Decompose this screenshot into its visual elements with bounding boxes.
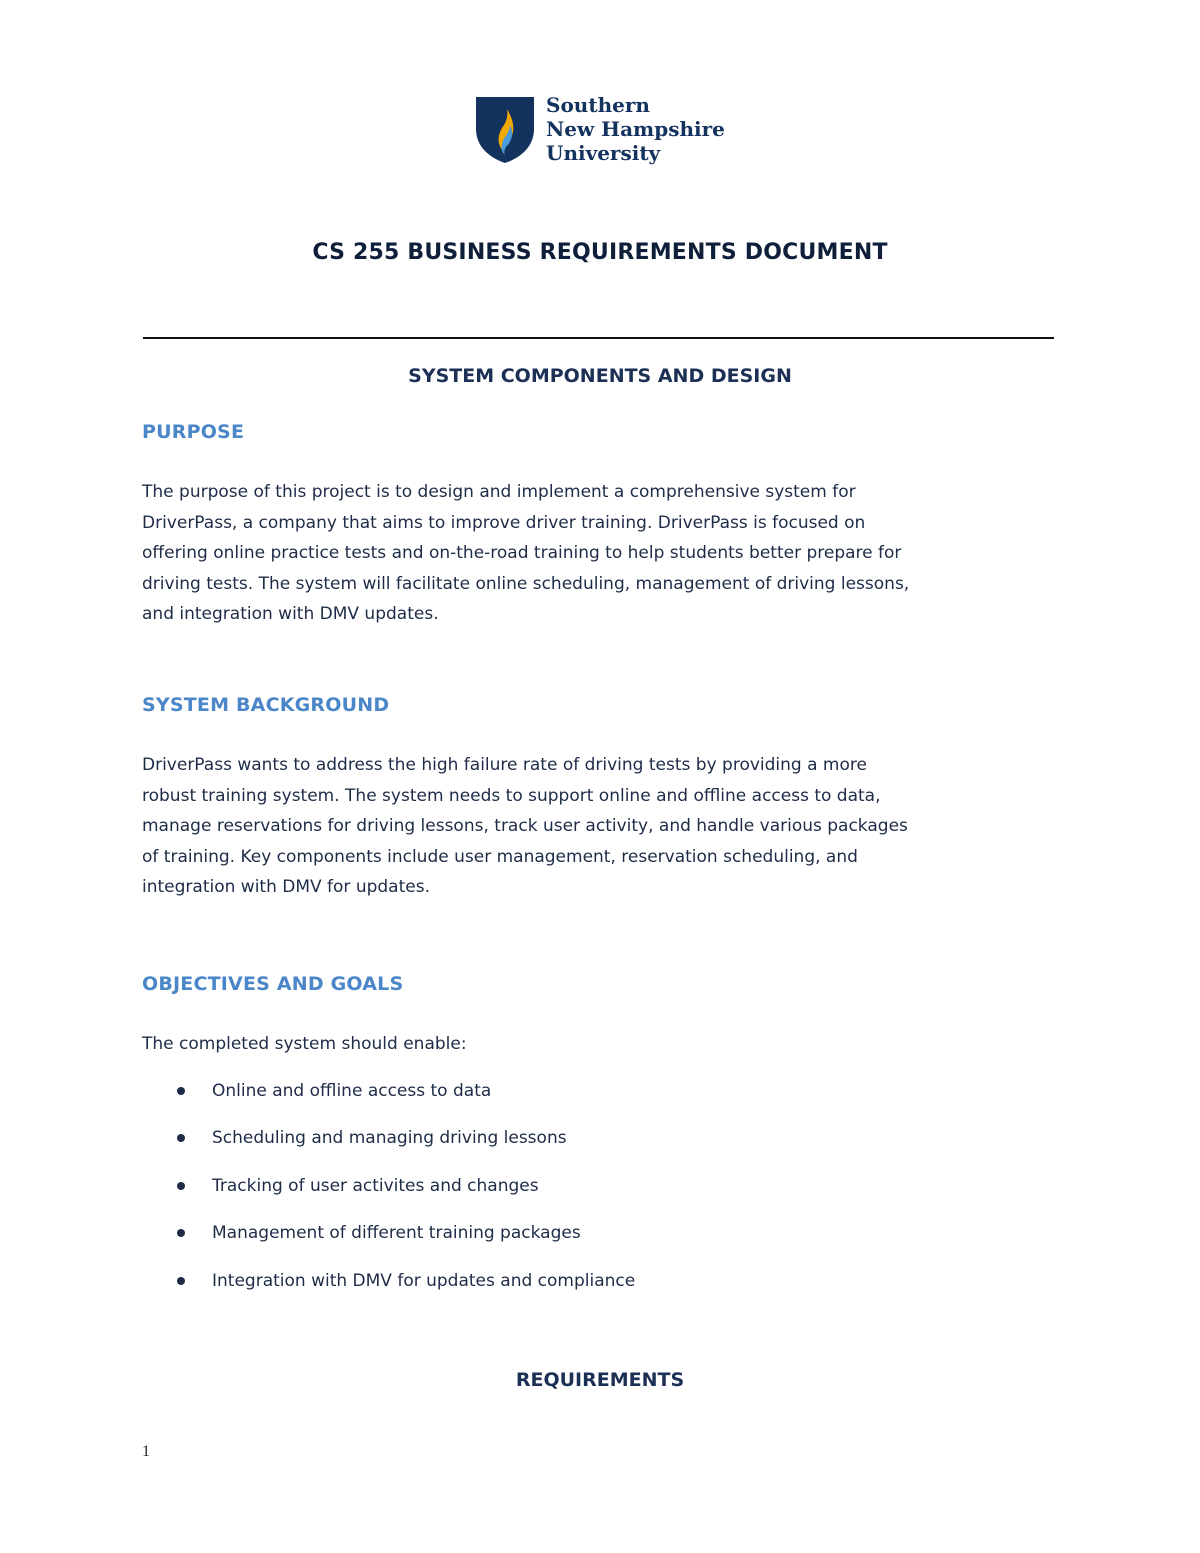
list-item [142,1266,635,1313]
background-line: manage reservations for driving lessons, track user activity, and handle various packages [142,816,908,837]
requirements-title: REQUIREMENTS [515,1369,685,1391]
objectives-list [142,1076,635,1313]
logo-line-3: University [546,141,661,165]
purpose-line: offering online practice tests and on-the-road training to help students better prepare for [142,543,902,564]
background-line: of training. Key components include user management, reservation scheduling, and [142,846,858,867]
objectives-heading: OBJECTIVES AND GOALS [142,973,404,995]
list-item-text: Management of different training packages [212,1223,581,1244]
background-line: DriverPass wants to address the high failure rate of driving tests by providing a more [142,755,867,775]
purpose-paragraph [142,477,1072,630]
purpose-line: DriverPass, a company that aims to improve driver training. DriverPass is focused on [142,512,866,533]
list-item-text: Online and offline access to data [212,1081,492,1101]
objectives-intro: The completed system should enable: [142,1034,467,1054]
shield-icon [474,95,536,165]
university-logo [474,95,725,165]
logo-line-2: New Hampshire [546,117,725,141]
list-item [142,1218,635,1265]
bullet-icon [177,1277,185,1285]
purpose-line: The purpose of this project is to design and implement a comprehensive system for [142,482,856,502]
list-item [142,1171,635,1218]
section-title: SYSTEM COMPONENTS AND DESIGN [408,365,792,387]
list-item-text: Integration with DMV for updates and compliance [212,1270,636,1291]
bullet-icon [177,1087,185,1095]
bullet-icon [177,1134,185,1142]
background-paragraph [142,750,1072,903]
bullet-icon [177,1229,185,1237]
logo-wordmark [546,93,725,165]
horizontal-divider [143,337,1054,339]
purpose-line: and integration with DMV updates. [142,604,439,625]
purpose-heading: PURPOSE [142,421,245,443]
list-item [142,1123,635,1170]
list-item-text: Tracking of user activites and changes [212,1175,539,1196]
bullet-icon [177,1182,185,1190]
document-title: CS 255 BUSINESS REQUIREMENTS DOCUMENT [312,240,888,265]
background-heading: SYSTEM BACKGROUND [142,694,390,716]
logo-line-1: Southern [546,93,650,117]
list-item-text: Scheduling and managing driving lessons [212,1128,567,1149]
purpose-line: driving tests. The system will facilitate online scheduling, management of driving lessons, [142,573,910,594]
background-line: integration with DMV for updates. [142,877,430,898]
page-number: 1 [142,1443,150,1460]
background-line: robust training system. The system needs to support online and offline access to data, [142,785,881,806]
list-item [142,1076,635,1123]
